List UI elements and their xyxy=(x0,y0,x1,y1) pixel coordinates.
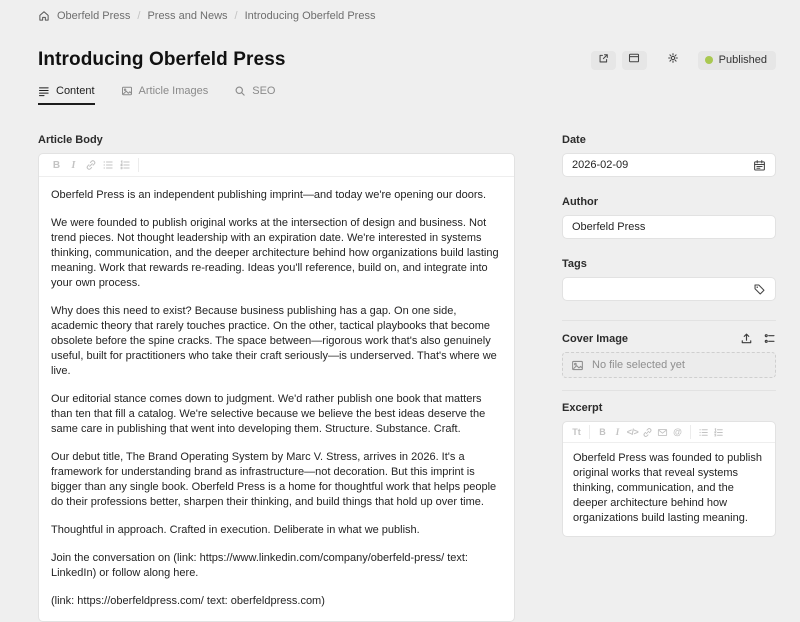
calendar-icon[interactable] xyxy=(753,159,766,172)
cover-image-dropzone[interactable] xyxy=(562,352,776,378)
email-icon[interactable] xyxy=(655,424,670,440)
search-icon xyxy=(234,85,246,97)
code-button[interactable]: </> xyxy=(626,427,639,437)
tags-input-wrap xyxy=(562,277,776,301)
breadcrumb xyxy=(38,9,776,23)
section-divider xyxy=(562,320,776,321)
tab-label: Content xyxy=(56,85,95,97)
ordered-list-icon[interactable] xyxy=(711,424,726,440)
article-paragraph: (link: https://oberfeldpress.com/ text: oberfeldpress.com) xyxy=(51,595,325,607)
article-paragraph: Our debut title, The Brand Operating System by Marc V. Stress, arrives in 2026. It's a framework for understanding brand as infrastructure—not decoration. But this imprint is bigger than any single book. Oberfeld Press is a home for thoughtful work that helps people do their professions better, sharpen their thinking, and build things that hold up over time. xyxy=(51,451,497,508)
date-input[interactable] xyxy=(572,159,753,171)
author-input[interactable] xyxy=(572,221,766,233)
excerpt-text[interactable]: Oberfeld Press was founded to publish original works that reveal systems thinking, communication, and the deeper architecture behind how organizations build lasting meaning. xyxy=(573,452,762,524)
image-icon xyxy=(571,359,584,372)
link-icon[interactable] xyxy=(640,424,655,440)
article-body-section xyxy=(38,134,515,622)
image-icon xyxy=(121,85,133,97)
page-title: Introducing Oberfeld Press xyxy=(38,49,286,70)
article-paragraph: Why does this need to exist? Because business publishing has a gap. On one side, academic theory that rarely touches practice. On the other, tactical playbooks that become obsolete before the spine cracks. The space between—rigorous work that's also genuinely useful, built for practitioners who take their craft seriously—is underserved. That's where we live. xyxy=(51,305,497,377)
status-dot-icon xyxy=(705,56,713,64)
breadcrumb-item[interactable]: Press and News xyxy=(147,10,228,22)
status-label: Published xyxy=(718,54,767,66)
article-paragraph: Our editorial stance comes down to judgment. We'd rather publish one book that matters than ten that fill a catalog. We're selective because we believe the best ideas deserve the same care in publishing that went into developing them. Structure. Substance. Craft. xyxy=(51,393,486,435)
sidebar xyxy=(562,134,776,622)
date-field xyxy=(562,134,776,177)
upload-icon[interactable] xyxy=(740,332,753,345)
bold-button[interactable]: B xyxy=(52,159,61,171)
cover-image-label: Cover Image xyxy=(562,332,629,345)
gear-icon xyxy=(667,51,679,69)
tab-label: Article Images xyxy=(138,85,209,97)
select-files-icon[interactable] xyxy=(763,332,776,345)
main-content xyxy=(38,134,776,622)
article-paragraph: Join the conversation on (link: https://www.linkedin.com/company/oberfeld-press/ text: LinkedIn) or follow along here. xyxy=(51,552,468,579)
tag-icon[interactable] xyxy=(753,283,766,296)
empty-file-text: No file selected yet xyxy=(592,359,685,371)
article-body-editor xyxy=(38,153,515,622)
excerpt-label: Excerpt xyxy=(562,402,603,414)
tab-seo[interactable] xyxy=(234,85,275,105)
header-actions xyxy=(591,51,776,70)
tags-field xyxy=(562,258,776,301)
bold-button[interactable]: B xyxy=(599,427,606,437)
tab-article-images[interactable] xyxy=(121,85,209,105)
excerpt-section xyxy=(562,402,776,537)
cover-image-section xyxy=(562,332,776,378)
tags-input[interactable] xyxy=(572,283,753,295)
settings-button[interactable] xyxy=(661,51,686,70)
tags-label: Tags xyxy=(562,258,587,270)
preview-button[interactable] xyxy=(591,51,616,70)
status-badge[interactable] xyxy=(698,51,776,70)
author-field xyxy=(562,196,776,239)
link-icon[interactable] xyxy=(82,157,99,173)
home-icon[interactable] xyxy=(38,10,50,22)
page-header xyxy=(38,49,776,71)
at-mention-button[interactable]: @ xyxy=(673,427,682,437)
tab-label: SEO xyxy=(252,85,276,97)
breadcrumb-item[interactable]: Oberfeld Press xyxy=(57,10,131,22)
article-body-text[interactable] xyxy=(39,177,514,621)
tab-bar xyxy=(38,85,776,105)
date-input-wrap xyxy=(562,153,776,177)
tab-content[interactable] xyxy=(38,85,95,105)
author-label: Author xyxy=(562,196,599,208)
cover-image-actions xyxy=(740,332,776,345)
external-link-icon xyxy=(598,51,609,69)
italic-button[interactable]: I xyxy=(615,427,620,437)
unordered-list-icon[interactable] xyxy=(99,157,116,173)
text-style-button[interactable]: Tt xyxy=(572,427,581,437)
date-label: Date xyxy=(562,134,586,146)
section-divider xyxy=(562,390,776,391)
unordered-list-icon[interactable] xyxy=(696,424,711,440)
article-paragraph: Oberfeld Press is an independent publishing imprint—and today we're opening our doors. xyxy=(51,189,487,201)
cover-image-header xyxy=(562,332,776,345)
text-icon xyxy=(38,85,50,97)
browser-window-icon xyxy=(628,51,640,69)
excerpt-toolbar xyxy=(563,422,775,443)
article-body-label: Article Body xyxy=(38,134,103,146)
toolbar-divider xyxy=(589,425,590,439)
breadcrumb-item[interactable]: Introducing Oberfeld Press xyxy=(244,10,376,22)
article-body-toolbar xyxy=(39,154,514,177)
breadcrumb-separator: / xyxy=(234,10,238,22)
article-paragraph: Thoughtful in approach. Crafted in execution. Deliberate in what we publish. xyxy=(51,524,420,536)
open-site-button[interactable] xyxy=(622,51,647,70)
toolbar-divider xyxy=(138,158,139,172)
author-input-wrap xyxy=(562,215,776,239)
ordered-list-icon[interactable] xyxy=(116,157,133,173)
breadcrumb-separator: / xyxy=(137,10,141,22)
toolbar-divider xyxy=(690,425,691,439)
article-paragraph: We were founded to publish original works at the intersection of design and business. Not trend pieces. Not thought leadership with an expiration date. We're interested in systems thinking, communication, and the deeper architecture behind how organizations build lasting meaning. Work that rewards re-reading. Ideas you'll reference, build on, and integrate into your own process. xyxy=(51,217,499,289)
italic-button[interactable]: I xyxy=(71,159,76,171)
